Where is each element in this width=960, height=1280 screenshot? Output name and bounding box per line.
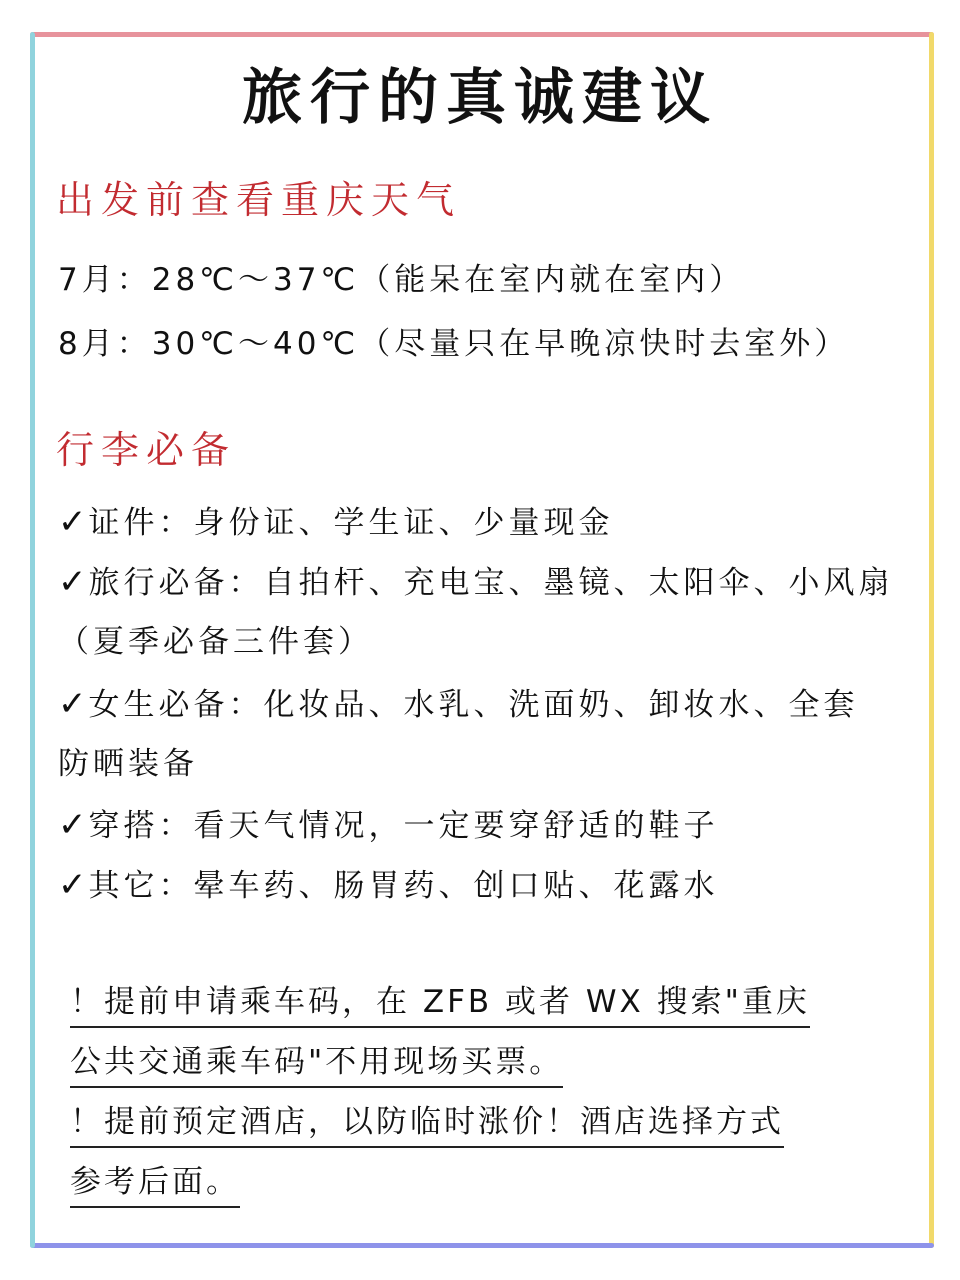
page-title: 旅行的真诚建议 xyxy=(242,63,718,133)
luggage-item-outfit xyxy=(58,803,719,848)
note-hotel-line1: ！提前预定酒店，以防临时涨价！酒店选择方式 xyxy=(70,1100,784,1148)
luggage-item-travel xyxy=(58,560,894,605)
note-transit-line2: 公共交通乘车码"不用现场买票。 xyxy=(70,1040,563,1088)
weather-july: 7月：28℃～37℃（能呆在室内就在室内） xyxy=(58,262,745,298)
luggage-item-text: 女生必备：化妆品、水乳、洗面奶、卸妆水、全套 xyxy=(88,687,859,723)
frame-border-right xyxy=(929,32,934,1248)
luggage-item-text: 穿搭：看天气情况，一定要穿舒适的鞋子 xyxy=(88,808,719,844)
note-transit-line1: ！提前申请乘车码，在 ZFB 或者 WX 搜索"重庆 xyxy=(70,980,810,1028)
luggage-item-text: 证件：身份证、学生证、少量现金 xyxy=(88,505,614,541)
luggage-heading: 行李必备 xyxy=(56,428,237,472)
luggage-item-other xyxy=(58,863,719,908)
frame-border-bottom xyxy=(30,1243,934,1248)
frame-border-top xyxy=(30,32,934,37)
luggage-item-text: 旅行必备：自拍杆、充电宝、墨镜、太阳伞、小风扇 xyxy=(88,565,894,601)
check-icon: ✓ xyxy=(58,684,89,724)
weather-heading: 出发前查看重庆天气 xyxy=(56,178,462,222)
luggage-item-documents xyxy=(58,500,614,545)
luggage-item-travel-cont: （夏季必备三件套） xyxy=(58,624,373,660)
check-icon: ✓ xyxy=(58,562,89,602)
note-hotel-line2: 参考后面。 xyxy=(70,1160,240,1208)
weather-august: 8月：30℃～40℃（尽量只在早晚凉快时去室外） xyxy=(58,326,850,362)
frame-border-left xyxy=(30,32,35,1248)
check-icon: ✓ xyxy=(58,805,89,845)
luggage-item-girls xyxy=(58,682,859,727)
check-icon: ✓ xyxy=(58,865,89,905)
luggage-item-text: 其它：晕车药、肠胃药、创口贴、花露水 xyxy=(88,868,719,904)
luggage-item-girls-cont: 防晒装备 xyxy=(58,746,198,782)
check-icon: ✓ xyxy=(58,502,89,542)
